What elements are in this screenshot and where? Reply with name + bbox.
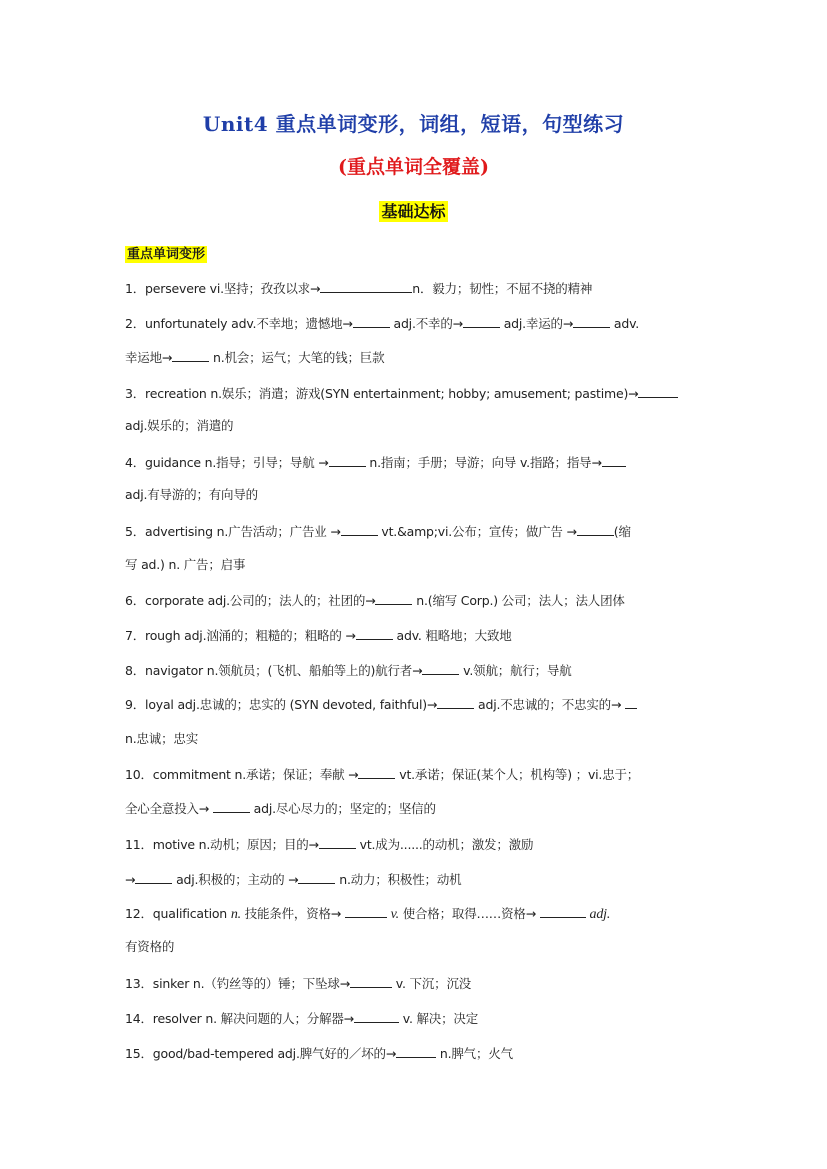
answer-blank[interactable] xyxy=(298,871,335,884)
answer-blank[interactable] xyxy=(577,523,614,536)
item-1-text-2: n．毅力；韧性；不屈不挠的精神 xyxy=(412,281,593,296)
item-2-text-4: adv. xyxy=(613,316,640,331)
exercise-item-11-cont xyxy=(125,871,461,888)
exercise-item-14 xyxy=(125,1010,478,1027)
item-5-text: 5．advertising n.广告活动；广告业 → xyxy=(125,524,341,539)
exercise-item-3-cont xyxy=(125,418,233,434)
exercise-item-6 xyxy=(125,592,625,609)
exercise-item-10-cont xyxy=(125,800,436,817)
pos-label-verb: v. xyxy=(390,907,399,922)
exercise-item-8 xyxy=(125,662,572,679)
answer-blank[interactable] xyxy=(135,871,172,884)
item-13-text: 13．sinker n.（钓丝等的）锤；下坠球→ xyxy=(125,976,350,991)
item-4-text-3: adj.有导游的；有向导的 xyxy=(125,487,258,502)
item-10-text-3: 全心全意投入→ xyxy=(125,801,210,816)
level-heading-text: 基础达标 xyxy=(381,202,446,221)
item-11-text-3: → xyxy=(125,872,136,887)
item-9-text-2: adj.不忠诚的；不忠实的→ xyxy=(478,697,622,712)
answer-blank[interactable] xyxy=(172,349,209,362)
item-2-text-3: adj.幸运的→ xyxy=(503,316,574,331)
exercise-item-2-cont xyxy=(125,349,384,366)
item-6-text-2: n.(缩写 Corp.) 公司；法人；法人团体 xyxy=(416,593,625,608)
item-12-text-2: 技能条件，资格→ xyxy=(244,906,342,921)
item-9-text-3: n.忠诚；忠实 xyxy=(125,731,198,746)
pos-label-adj: adj. xyxy=(589,907,611,922)
answer-blank[interactable] xyxy=(354,1010,399,1023)
answer-blank[interactable] xyxy=(329,454,366,467)
answer-blank[interactable] xyxy=(396,1045,436,1058)
exercise-item-10 xyxy=(125,766,639,783)
item-11-text-5: n.动力；积极性；动机 xyxy=(339,872,462,887)
exercise-item-13 xyxy=(125,975,471,992)
item-8-text: 8．navigator n.领航员；(飞机、船舶等上的)航行者→ xyxy=(125,663,423,678)
answer-blank[interactable] xyxy=(320,280,412,293)
item-5-text-4: 写 ad.) n. 广告；启事 xyxy=(125,557,246,572)
answer-blank[interactable] xyxy=(341,523,378,536)
exercise-item-2 xyxy=(125,315,639,332)
item-10-text-4: adj.尽心尽力的；坚定的；坚信的 xyxy=(253,801,436,816)
exercise-item-12-cont xyxy=(125,939,174,955)
item-5-text-3: (缩 xyxy=(613,524,631,539)
exercise-item-3 xyxy=(125,385,678,402)
answer-blank[interactable] xyxy=(437,696,474,709)
exercise-item-7 xyxy=(125,627,512,644)
exercise-item-12 xyxy=(125,905,610,923)
exercise-item-4 xyxy=(125,454,626,471)
exercise-item-11 xyxy=(125,836,533,853)
exercise-item-9 xyxy=(125,696,637,713)
item-11-text-4: adj.积极的；主动的 → xyxy=(176,872,299,887)
answer-blank[interactable] xyxy=(625,696,637,709)
answer-blank[interactable] xyxy=(540,905,586,918)
item-10-text: 10．commitment n.承诺；保证；奉献 → xyxy=(125,767,359,782)
exercise-item-5-cont xyxy=(125,557,245,573)
pos-label-noun: n. xyxy=(230,907,241,922)
item-2-text-2: adj.不幸的→ xyxy=(393,316,463,331)
item-9-text: 9．loyal adj.忠诚的；忠实的 (SYN devoted, faithful)→ xyxy=(125,697,438,712)
answer-blank[interactable] xyxy=(353,315,390,328)
item-10-text-2: vt.承诺；保证(某个人；机构等) ；vi.忠于； xyxy=(399,767,640,782)
item-2-text-6: n.机会；运气；大笔的钱；巨款 xyxy=(212,350,385,365)
section-title-text: 重点单词变形 xyxy=(127,247,206,262)
answer-blank[interactable] xyxy=(638,385,678,398)
item-14-text: 14．resolver n. 解决问题的人；分解器→ xyxy=(125,1011,354,1026)
item-3-text: 3．recreation n.娱乐；消遣；游戏(SYN entertainment; hobby; amusement; pastime)→ xyxy=(125,386,639,401)
item-12-text: 12．qualification xyxy=(125,906,228,921)
exercise-item-1 xyxy=(125,280,592,297)
item-15-text: 15．good/bad-tempered adj.脾气好的／坏的→ xyxy=(125,1046,397,1061)
item-11-text: 11．motive n.动机；原因；目的→ xyxy=(125,837,319,852)
answer-blank[interactable] xyxy=(422,662,459,675)
item-12-text-4: 有资格的 xyxy=(125,939,175,954)
answer-blank[interactable] xyxy=(350,975,392,988)
item-4-text-2: n.指南；手册；导游；向导 v.指路；指导→ xyxy=(369,455,602,470)
item-5-text-2: vt.&amp;vi.公布；宣传；做广告 → xyxy=(381,524,577,539)
item-7-text: 7．rough adj.汹涌的；粗糙的；粗略的 → xyxy=(125,628,356,643)
item-12-text-3: 使合格；取得……资格→ xyxy=(402,906,536,921)
item-11-text-2: vt.成为......的动机；激发；激励 xyxy=(359,837,534,852)
item-3-text-2: adj.娱乐的；消遣的 xyxy=(125,418,234,433)
exercise-item-9-cont xyxy=(125,731,198,747)
exercise-item-4-cont xyxy=(125,487,258,503)
item-2-text: 2．unfortunately adv.不幸地；遗憾地→ xyxy=(125,316,353,331)
answer-blank[interactable] xyxy=(213,800,250,813)
answer-blank[interactable] xyxy=(356,627,393,640)
item-1-text: 1．persevere vi.坚持；孜孜以求→ xyxy=(125,281,321,296)
answer-blank[interactable] xyxy=(358,766,395,779)
item-13-text-2: v. 下沉；沉没 xyxy=(395,976,472,991)
section-title xyxy=(125,243,207,262)
item-15-text-2: n.脾气；火气 xyxy=(439,1046,513,1061)
exercise-item-15 xyxy=(125,1045,513,1062)
answer-blank[interactable] xyxy=(319,836,356,849)
exercise-item-5 xyxy=(125,523,631,540)
answer-blank[interactable] xyxy=(345,905,387,918)
answer-blank[interactable] xyxy=(463,315,500,328)
item-7-text-2: adv. 粗略地；大致地 xyxy=(396,628,512,643)
level-heading xyxy=(0,199,827,222)
item-14-text-2: v. 解决；决定 xyxy=(402,1011,479,1026)
item-6-text: 6．corporate adj.公司的；法人的；社团的→ xyxy=(125,593,376,608)
answer-blank[interactable] xyxy=(602,454,626,467)
item-8-text-2: v.领航；航行；导航 xyxy=(463,663,572,678)
item-2-text-5: 幸运地→ xyxy=(125,350,173,365)
item-4-text: 4．guidance n.指导；引导；导航 → xyxy=(125,455,329,470)
page-subtitle: (重点单词全覆盖) xyxy=(338,156,489,178)
page-title: Unit4 重点单词变形，词组，短语，句型练习 xyxy=(202,112,625,136)
answer-blank[interactable] xyxy=(573,315,610,328)
answer-blank[interactable] xyxy=(375,592,412,605)
